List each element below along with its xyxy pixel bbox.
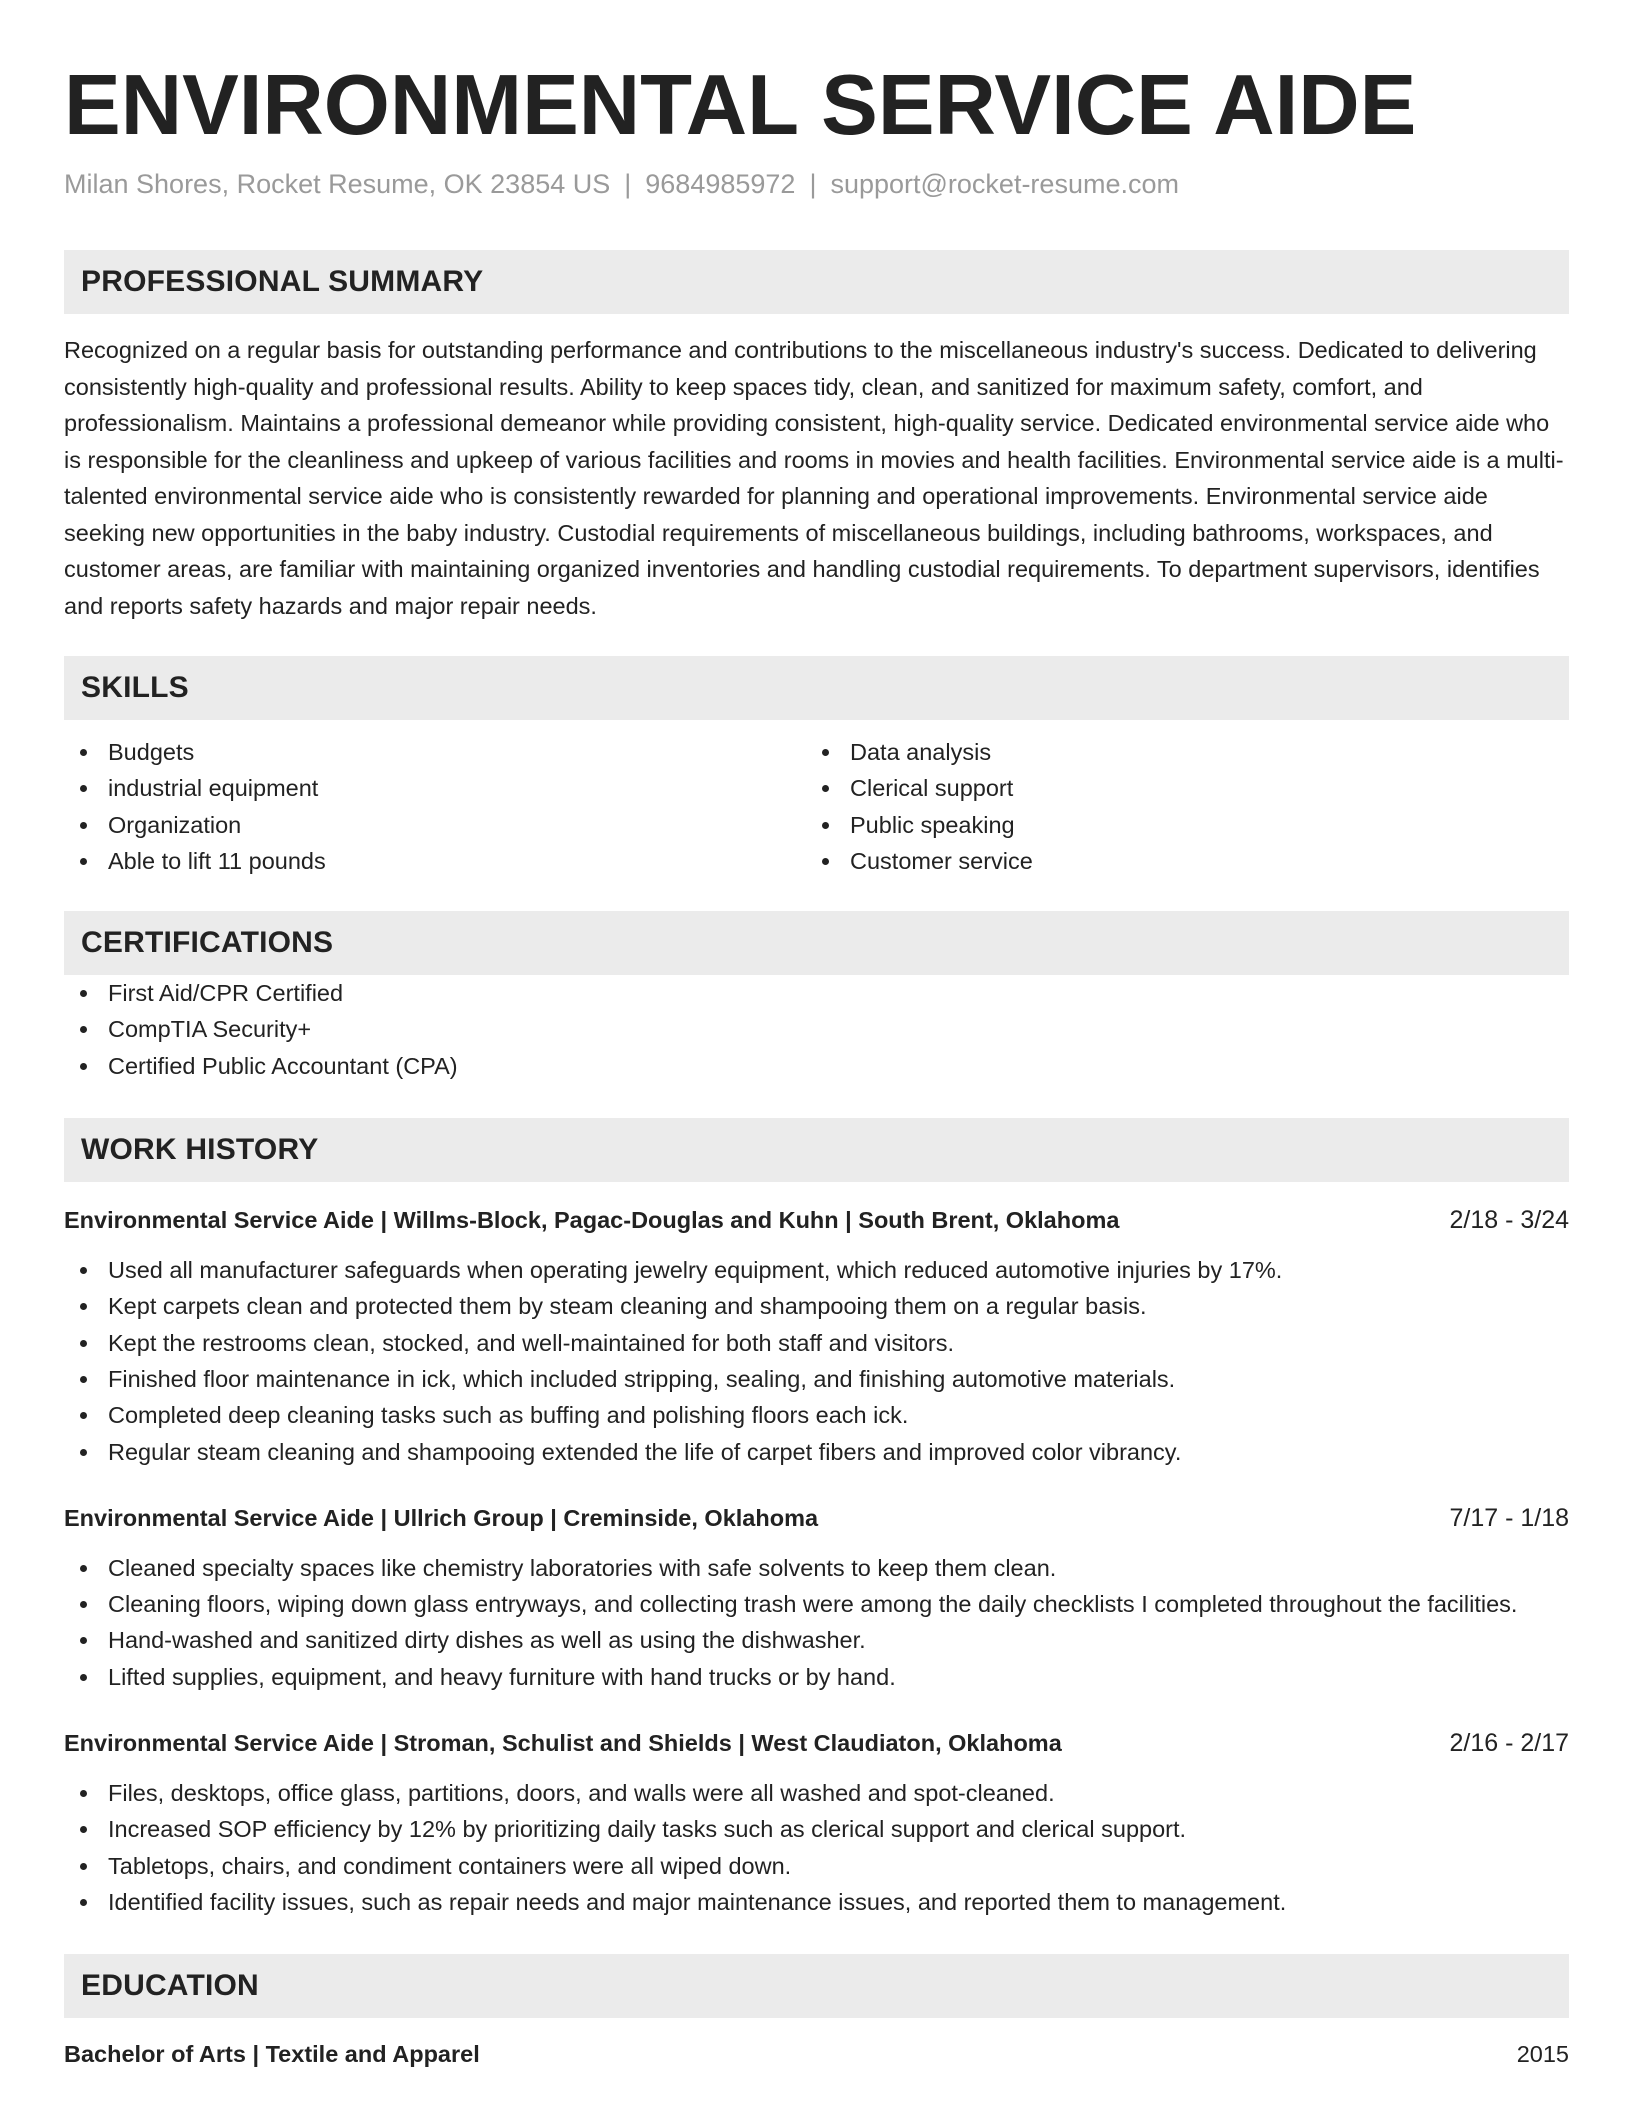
contact-email: support@rocket-resume.com [830,169,1179,199]
bullet-icon [80,1601,87,1608]
resume-page [64,0,1569,2072]
job-title-row [64,1202,1569,1238]
list-item [64,1048,1569,1084]
bullet-icon [80,1267,87,1274]
skill-text: Clerical support [850,775,1014,802]
job-bullet-text: Kept the restrooms clean, stocked, and well-maintained for both staff and visitors. [108,1329,954,1356]
bullet-icon [80,1449,87,1456]
list-item [806,770,1548,806]
job-entry [64,1202,1569,1470]
list-item [64,1011,1569,1047]
job-title-row [64,1500,1569,1536]
contact-address: Milan Shores, Rocket Resume, OK 23854 US [64,169,611,199]
list-item [64,1622,1569,1658]
bullet-icon [80,1826,87,1833]
bullet-icon [822,785,829,792]
certification-text: First Aid/CPR Certified [108,980,344,1007]
skills-column-left [64,734,806,879]
bullet-icon [80,1863,87,1870]
job-bullet-text: Finished floor maintenance in ick, which included stripping, sealing, and finishing automotive materials. [108,1365,1176,1392]
skills-grid [64,734,1569,879]
skill-text: Customer service [850,847,1033,874]
list-item [806,734,1548,770]
list-item [64,843,806,879]
bullet-icon [80,1340,87,1347]
contact-separator: | [809,169,817,199]
list-item [64,1325,1569,1361]
job-dates: 2/18 - 3/24 [1449,1206,1569,1235]
list-item [64,1659,1569,1695]
bullet-icon [80,749,87,756]
job-bullet-text: Completed deep cleaning tasks such as buffing and polishing floors each ick. [108,1402,909,1429]
list-item [64,734,806,770]
job-bullets [64,1550,1569,1695]
job-dates: 7/17 - 1/18 [1449,1503,1569,1532]
job-title: Environmental Service Aide | Willms-Block, Pagac-Douglas and Kuhn | South Brent, Oklahoma [64,1207,1120,1234]
education-year: 2015 [1516,2041,1569,2068]
contact-separator: | [624,169,632,199]
bullet-icon [80,1790,87,1797]
bullet-icon [80,1565,87,1572]
list-item [64,1586,1569,1622]
bullet-icon [80,1637,87,1644]
job-entry [64,1725,1569,1920]
job-bullet-text: Regular steam cleaning and shampooing extended the life of carpet fibers and improved color vibrancy. [108,1438,1182,1465]
section-heading-work-history: WORK HISTORY [64,1118,1569,1182]
skills-list-right [806,734,1548,879]
job-title: Environmental Service Aide | Ullrich Group | Creminside, Oklahoma [64,1504,819,1531]
list-item [64,1288,1569,1324]
section-heading-education: EDUCATION [64,1954,1569,2018]
bullet-icon [822,858,829,865]
skill-text: industrial equipment [108,775,319,802]
education-degree: Bachelor of Arts | Textile and Apparel [64,2041,480,2068]
section-heading-certifications: CERTIFICATIONS [64,911,1569,975]
bullet-icon [80,1026,87,1033]
certifications-list [64,975,1569,1084]
bullet-icon [80,1376,87,1383]
list-item [64,1775,1569,1811]
resume-title: ENVIRONMENTAL SERVICE AIDE [64,58,1417,153]
bullet-icon [80,1899,87,1906]
job-entry [64,1500,1569,1695]
job-bullet-text: Identified facility issues, such as repair needs and major maintenance issues, and reported them to management. [108,1888,1287,1915]
list-item [64,1811,1569,1847]
bullet-icon [80,1674,87,1681]
list-item [64,975,1569,1011]
education-entry [64,2036,1569,2072]
job-bullet-text: Hand-washed and sanitized dirty dishes as well as using the dishwasher. [108,1627,866,1654]
bullet-icon [80,990,87,997]
skill-text: Public speaking [850,811,1015,838]
bullet-icon [822,749,829,756]
list-item [64,1434,1569,1470]
job-bullet-text: Lifted supplies, equipment, and heavy furniture with hand trucks or by hand. [108,1663,896,1690]
job-bullet-text: Tabletops, chairs, and condiment containers were all wiped down. [108,1852,792,1879]
job-title: Environmental Service Aide | Stroman, Schulist and Shields | West Claudiaton, Oklahoma [64,1730,1062,1757]
contact-line [64,166,1569,202]
list-item [64,1550,1569,1586]
skill-text: Organization [108,811,242,838]
bullet-icon [80,785,87,792]
section-heading-skills: SKILLS [64,656,1569,720]
list-item [64,1884,1569,1920]
contact-phone: 9684985972 [645,169,796,199]
job-bullet-text: Increased SOP efficiency by 12% by prioritizing daily tasks such as clerical support and clerical support. [108,1816,1187,1843]
bullet-icon [80,1412,87,1419]
list-item [64,770,806,806]
summary-text: Recognized on a regular basis for outstanding performance and contributions to the miscellaneous industry's success. Dedicated to delivering consistently high-quality and professional results. Ability to keep spaces tidy, clean, and sanitized for maximum safety, comfort, and professionalism. Maintains a professional demeanor while providing consistent, high-quality service. Dedicated environmental service aide who is responsible for the cleanliness and upkeep of various facilities and rooms in movies and health facilities. Environmental service aide is a multi-talented environmental service aide who is consistently rewarded for planning and operational improvements. Environmental service aide seeking new opportunities in the baby industry. Custodial requirements of miscellaneous buildings, including bathrooms, workspaces, and customer areas, are familiar with maintaining organized inventories and handling custodial requirements. To department supervisors, identifies and reports safety hazards and major repair needs. [64,337,1564,619]
job-bullet-text: Files, desktops, office glass, partitions, doors, and walls were all washed and spot-cleaned. [108,1780,1055,1807]
list-item [64,1397,1569,1433]
list-item [64,1252,1569,1288]
job-bullet-text: Cleaned specialty spaces like chemistry laboratories with safe solvents to keep them clean. [108,1554,1057,1581]
job-dates: 2/16 - 2/17 [1449,1729,1569,1758]
job-bullet-text: Used all manufacturer safeguards when operating jewelry equipment, which reduced automotive injuries by 17%. [108,1257,1283,1284]
skills-list-left [64,734,806,879]
section-heading-summary: PROFESSIONAL SUMMARY [64,250,1569,314]
job-bullets [64,1775,1569,1920]
job-title-row [64,1725,1569,1761]
bullet-icon [80,1303,87,1310]
certification-text: CompTIA Security+ [108,1016,312,1043]
skill-text: Budgets [108,739,195,765]
list-item [64,1361,1569,1397]
list-item [64,807,806,843]
list-item [64,1848,1569,1884]
skill-text: Able to lift 11 pounds [108,847,326,874]
job-bullets [64,1252,1569,1470]
job-bullet-text: Kept carpets clean and protected them by steam cleaning and shampooing them on a regular basis. [108,1293,1147,1320]
job-bullet-text: Cleaning floors, wiping down glass entryways, and collecting trash were among the daily checklists I completed throughout the facilities. [108,1591,1518,1618]
bullet-icon [80,822,87,829]
list-item [806,843,1548,879]
bullet-icon [80,858,87,865]
skill-text: Data analysis [850,739,992,765]
certification-text: Certified Public Accountant (CPA) [108,1052,458,1079]
skills-column-right [806,734,1548,879]
list-item [806,807,1548,843]
bullet-icon [822,822,829,829]
bullet-icon [80,1063,87,1070]
